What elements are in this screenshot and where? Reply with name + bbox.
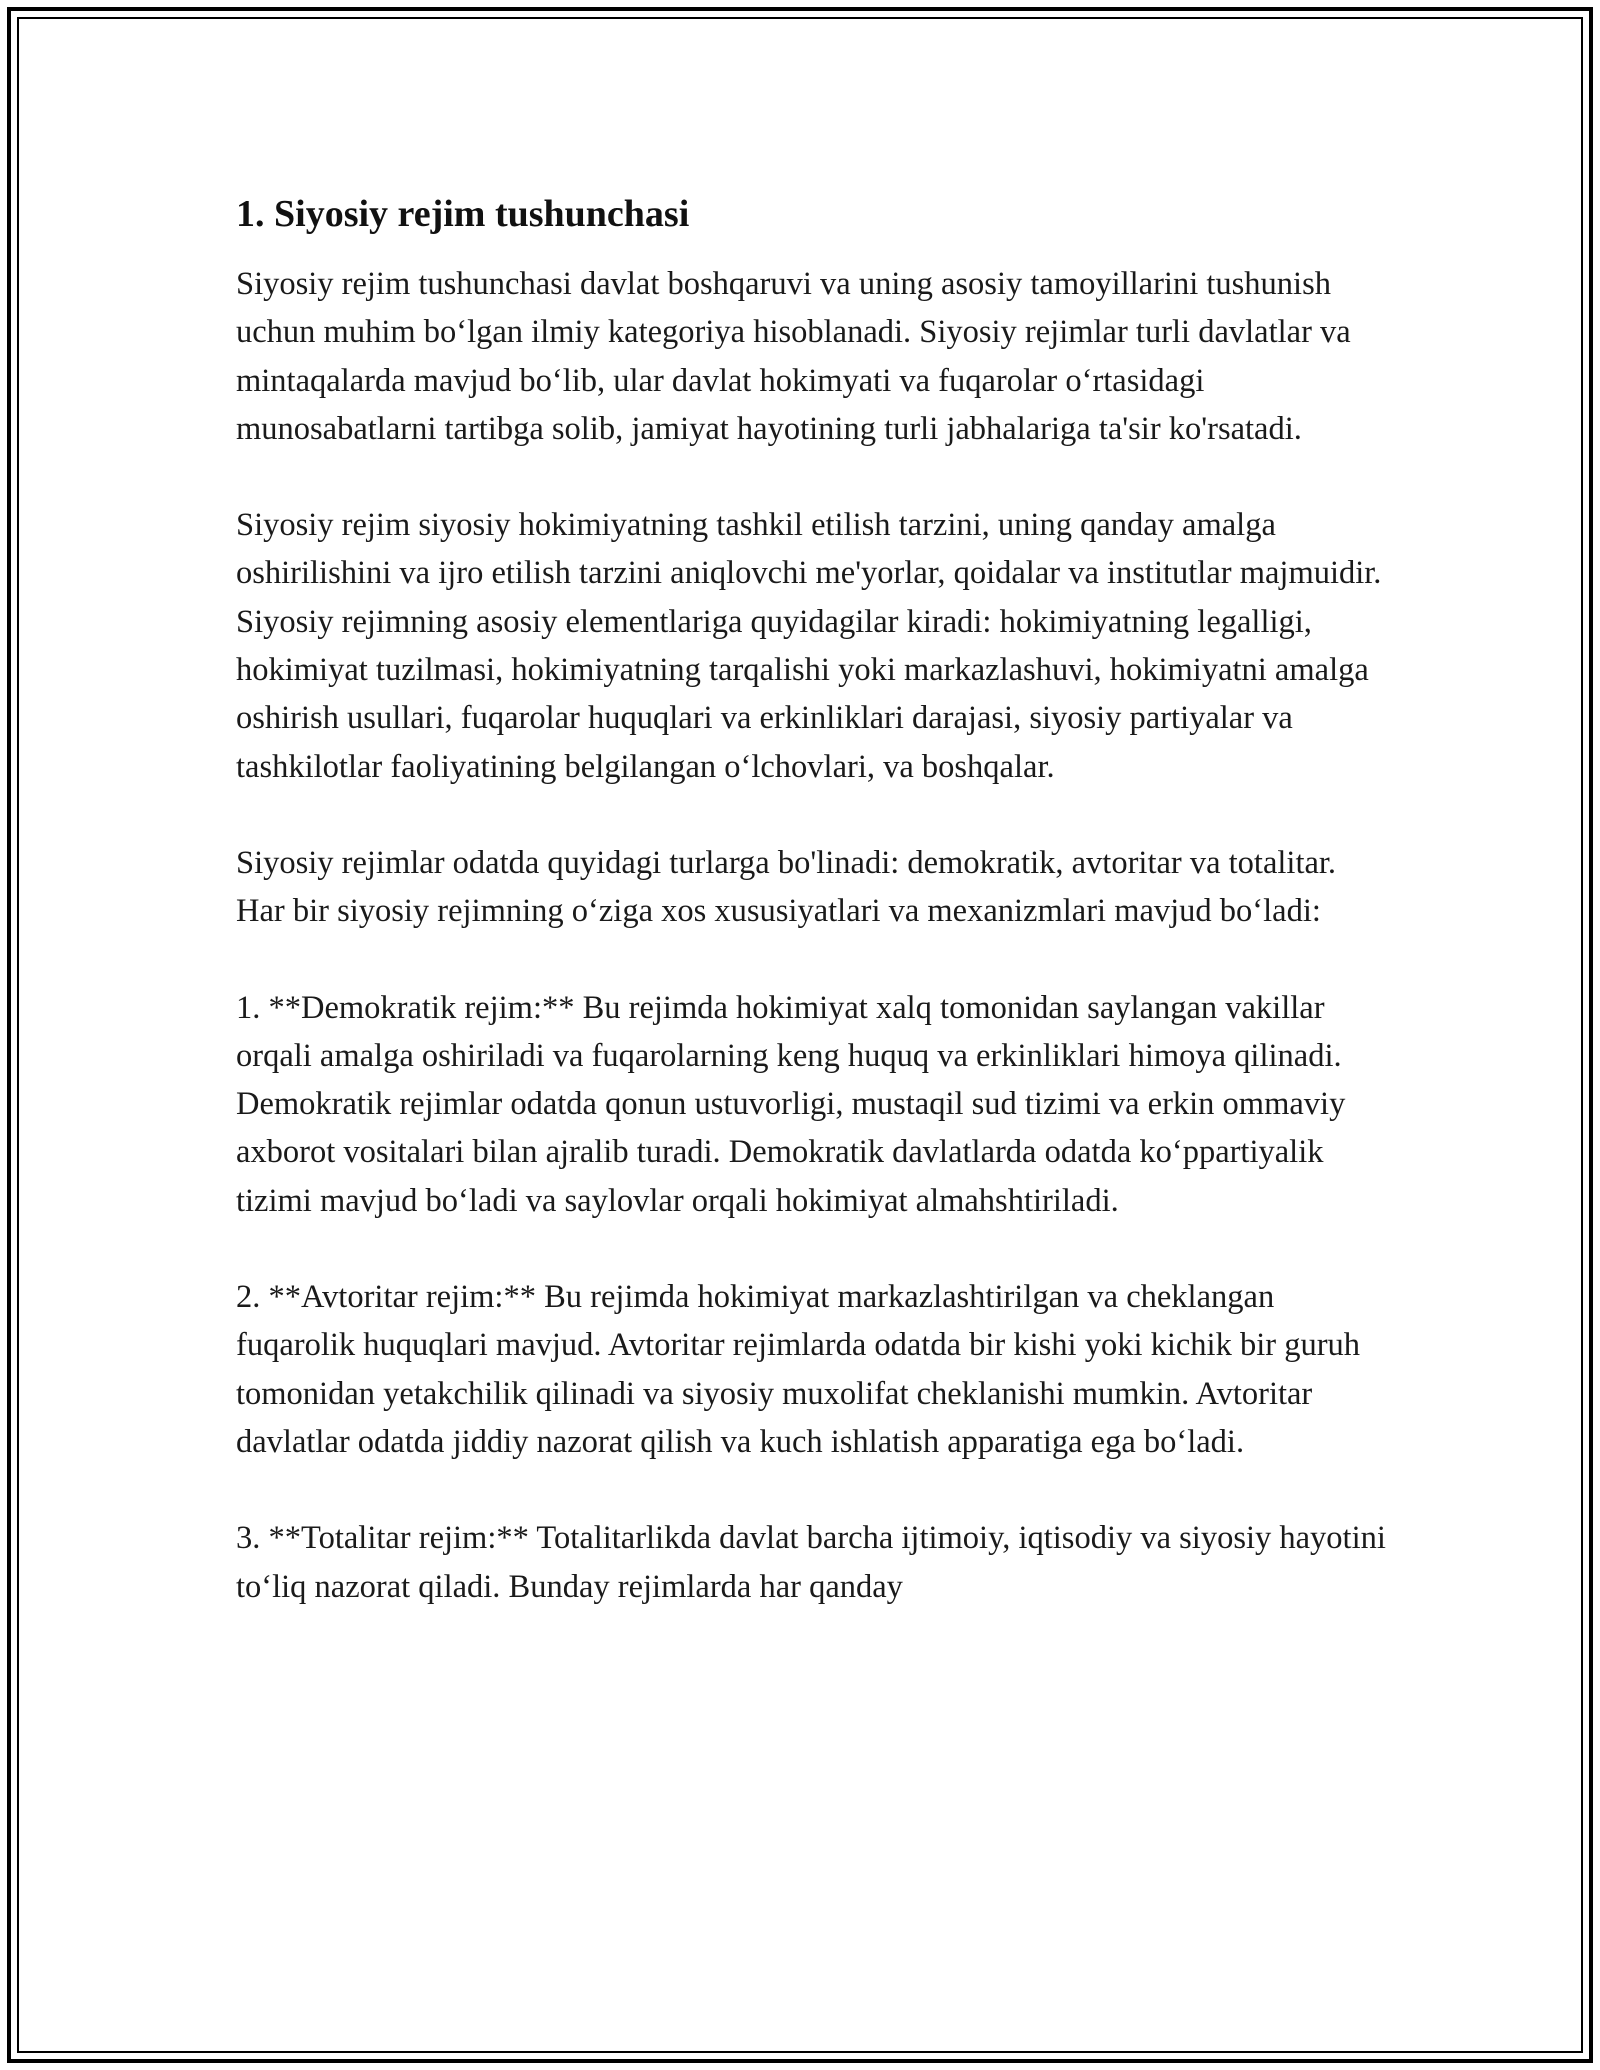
document-body <box>236 188 1386 1611</box>
paragraph-authoritarian: 2. **Avtoritar rejim:** Bu rejimda hokimiyat markazlashtirilgan va cheklangan fuqarolik huquqlari mavjud. Avtoritar rejimlarda odatda bir kishi yoki kichik bir guruh tomonidan yetakchilik qilinadi va siyosiy muxolifat cheklanishi mumkin. Avtoritar davlatlar odatda jiddiy nazorat qilish va kuch ishlatish apparatiga ega bo‘ladi. <box>236 1279 1361 1460</box>
paragraph-intro: Siyosiy rejim tushunchasi davlat boshqaruvi va uning asosiy tamoyillarini tushunish uchun muhim bo‘lgan ilmiy kategoriya hisoblanadi. Siyosiy rejimlar turli davlatlar va mintaqalarda mavjud bo‘lib, ular davlat hokimyati va fuqarolar o‘rtasidagi munosabatlarni tartibga solib, jamiyat hayotining turli jabhalariga ta'sir ko'rsatadi. <box>236 266 1351 447</box>
section-heading: 1. Siyosiy rejim tushunchasi <box>236 193 690 235</box>
paragraph-definition: Siyosiy rejim siyosiy hokimiyatning tashkil etilish tarzini, uning qanday amalga oshirilishini va ijro etilish tarzini aniqlovchi me'yorlar, qoidalar va institutlar majmuidir. Siyosiy rejimning asosiy elementlariga quyidagilar kiradi: hokimiyatning legalligi, hokimiyat tuzilmasi, hokimiyatning tarqalishi yoki markazlashuvi, hokimiyatni amalga oshirish usullari, fuqarolar huquqlari va erkinliklari darajasi, siyosiy partiyalar va tashkilotlar faoliyatining belgilangan o‘lchovlari, va boshqalar. <box>236 507 1382 785</box>
paragraph-types: Siyosiy rejimlar odatda quyidagi turlarga bo'linadi: demokratik, avtoritar va totalitar. Har bir siyosiy rejimning o‘ziga xos xususiyatlari va mexanizmlari mavjud bo‘ladi: <box>236 844 1337 930</box>
paragraph-totalitarian: 3. **Totalitar rejim:** Totalitarlikda davlat barcha ijtimoiy, iqtisodiy va siyosiy hayotini to‘liq nazorat qiladi. Bunday rejimlarda har qanday <box>236 1520 1386 1605</box>
paragraph-democratic: 1. **Demokratik rejim:** Bu rejimda hokimiyat xalq tomonidan saylangan vakillar orqali amalga oshiriladi va fuqarolarning keng huquq va erkinliklari himoya qilinadi. Demokratik rejimlar odatda qonun ustuvorligi, mustaqil sud tizimi va erkin ommaviy axborot vositalari bilan ajralib turadi. Demokratik davlatlarda odatda ko‘ppartiyalik tizimi mavjud bo‘ladi va saylovlar orqali hokimiyat almahshtiriladi. <box>236 989 1346 1219</box>
